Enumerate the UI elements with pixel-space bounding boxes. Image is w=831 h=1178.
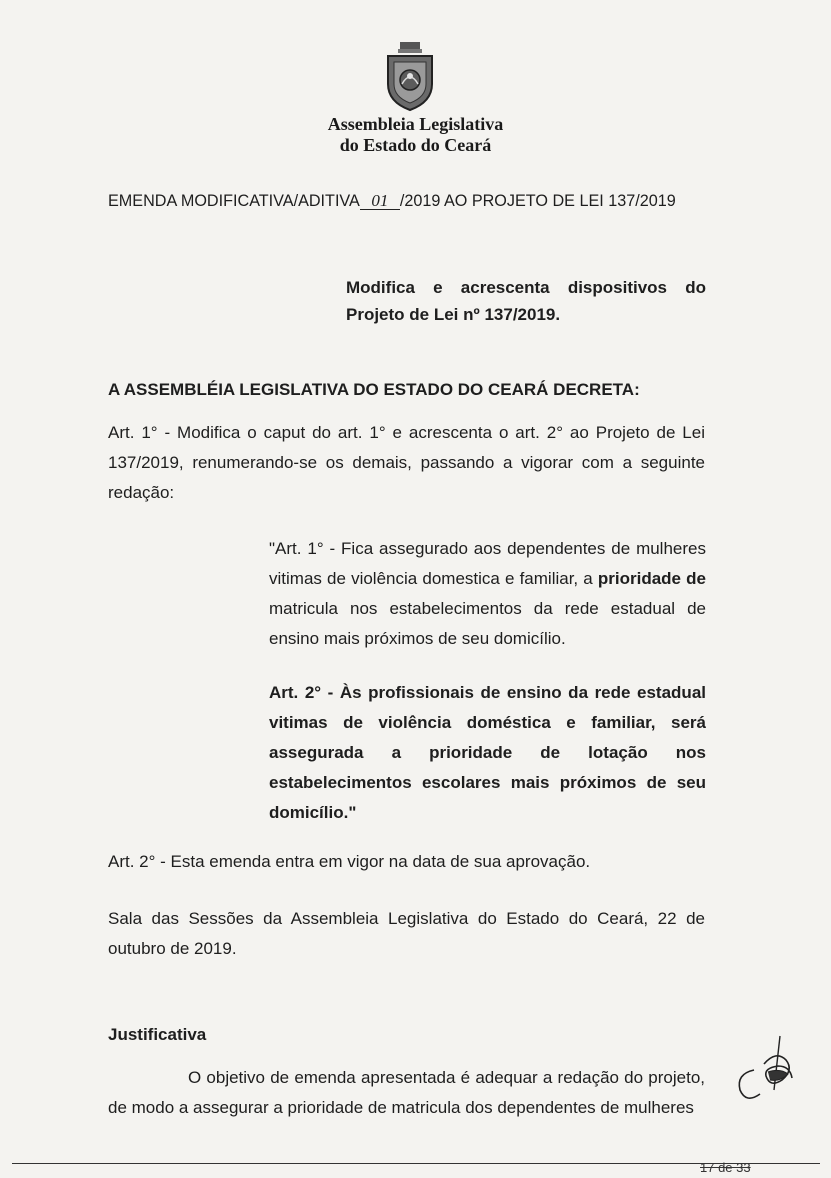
ementa-line-1 [346, 274, 706, 301]
ementa-word: Modifica [346, 278, 415, 297]
page-number-text: 17 de 33 [700, 1160, 751, 1175]
ementa-line-2: Projeto de Lei nº 137/2019. [346, 305, 561, 324]
ementa [346, 274, 706, 328]
amendment-suffix: /2019 AO PROJETO DE LEI 137/2019 [399, 192, 676, 210]
justification-heading: Justificativa [108, 1025, 207, 1044]
ementa-word: e [433, 278, 443, 297]
article-1: Art. 1° - Modifica o caput do art. 1° e acrescenta o art. 2° ao Projeto de Lei 137/2019, renumerando-se os demais, passando a vigorar com a seguinte redação: [108, 423, 705, 502]
footer-rule [12, 1163, 820, 1164]
quote-text-b: matricula nos estabelecimentos da rede estadual de ensino mais próximos de seu domicílio. [269, 599, 706, 648]
quote-text-a: "Art. 1° - Fica assegurado aos dependentes de mulheres vitimas de violência domestica e familiar, a [269, 539, 706, 588]
article-2: Art. 2° - Esta emenda entra em vigor na data de sua aprovação. [108, 852, 591, 871]
quote-bold-text: prioridade de [597, 569, 706, 588]
amendment-prefix: EMENDA MODIFICATIVA/ADITIVA [108, 192, 360, 210]
ementa-word: dispositivos [567, 278, 668, 297]
session-place-date: Sala das Sessões da Assembleia Legislativa do Estado do Ceará, 22 de outubro de 2019. [108, 909, 705, 958]
quoted-article-2: Art. 2° - Às profissionais de ensino da rede estadual vitimas de violência doméstica e familiar, será assegurada a prioridade de lotação nos estabelecimentos escolares mais próximos de seu domicílio." [269, 683, 706, 822]
institution-state: do Estado do Ceará [339, 135, 492, 155]
justification-text [108, 1063, 705, 1123]
institution-name: Assembleia Legislativa [327, 114, 504, 134]
page-number [700, 1160, 751, 1175]
handwritten-initials-icon [730, 1030, 810, 1110]
quoted-article-1 [269, 534, 706, 654]
amendment-title [108, 192, 676, 211]
ementa-word: acrescenta [460, 278, 550, 297]
decree-heading: A ASSEMBLÉIA LEGISLATIVA DO ESTADO DO CEARÁ DECRETA: [108, 380, 640, 399]
state-coat-of-arms-icon [380, 40, 440, 112]
ementa-word: do [685, 278, 706, 297]
amendment-number: 01 [360, 193, 400, 210]
justification-paragraph: O objetivo de emenda apresentada é adequar a redação do projeto, de modo a assegurar a prioridade de matricula dos dependentes de mulheres [108, 1068, 705, 1117]
